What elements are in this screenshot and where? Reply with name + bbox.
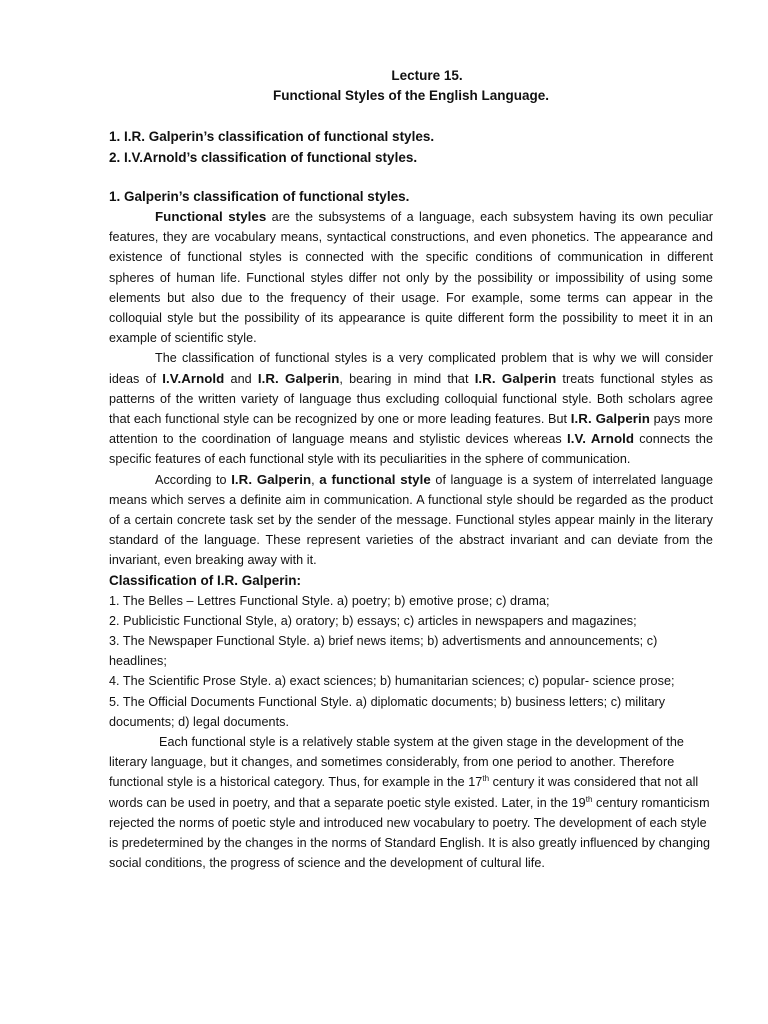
outline-item: 2. I.V.Arnold’s classification of functional styles. bbox=[109, 150, 418, 165]
outline-item: 1. I.R. Galperin’s classification of functional styles. bbox=[109, 129, 435, 144]
paragraph-1 bbox=[109, 207, 713, 348]
author-name: I.V.Arnold bbox=[162, 370, 225, 386]
document-page bbox=[109, 66, 713, 874]
paragraph-text: The classification of functional styles is a very complicated problem that is why we will consider ideas of bbox=[109, 351, 713, 386]
list-item: 5. The Official Documents Functional Style. a) diplomatic documents; b) business letters; c) military documents; d) legal documents. bbox=[109, 694, 666, 729]
paragraph-4-wrap bbox=[109, 732, 713, 873]
paragraph-text: , bearing in mind that bbox=[339, 371, 475, 386]
paragraph-3 bbox=[109, 470, 713, 571]
list-item: 1. The Belles – Lettres Functional Style. a) poetry; b) emotive prose; c) drama; bbox=[109, 593, 550, 608]
paragraph-text: pays more attention to the coordination of language means and stylistic devices whereas bbox=[109, 412, 713, 447]
author-name: I.V. Arnold bbox=[567, 431, 635, 447]
paragraph-text: century romanticism rejected the norms of poetic style and introduced new vocabulary to poetry. The development of each style is predetermined by the changes in the norms of Standard English. It is also greatly influenced by changing social conditions, the progress of science and the development of cultural life. bbox=[109, 795, 711, 871]
author-name: I.R. Galperin bbox=[570, 411, 650, 427]
paragraph-text: treats functional styles as patterns of the written variety of language thus excluding colloquial functional style. Both scholars agree that each functional style can be recognized by one or more leading features. But bbox=[109, 371, 713, 427]
paragraph-text: century it was considered that not all words can be used in poetry, and that a separate poetic style existed. Later, in the 19 bbox=[109, 775, 699, 810]
term-functional-styles: Functional styles bbox=[155, 209, 267, 224]
lecture-number: Lecture 15. bbox=[391, 68, 463, 83]
classification-heading: Classification of I.R. Galperin: bbox=[109, 572, 302, 588]
paragraph-text: Each functional style is a relatively stable system at the given stage in the development of the literary language, but it changes, and sometimes considerably, from one period to another. Therefore functional style is a historical category. Thus, for example in the 17 bbox=[109, 735, 684, 790]
list-item: 3. The Newspaper Functional Style. a) brief news items; b) advertisments and announcements; c) headlines; bbox=[109, 634, 658, 669]
paragraph-text: of language is a system of interrelated language means which serves a definite aim in communication. A functional style should be regarded as the product of a certain concrete task set by the sender of the message. Functional styles appear mainly in the literary standard of the language. These represent varieties of the abstract invariant and can deviate from the invariant, even breaking away with it. bbox=[109, 472, 713, 568]
author-name: I.R. Galperin bbox=[231, 471, 312, 487]
author-name: I.R. Galperin bbox=[257, 370, 340, 386]
paragraph-2 bbox=[109, 348, 713, 469]
page-title: Functional Styles of the English Language. bbox=[272, 88, 550, 103]
list-item: 4. The Scientific Prose Style. a) exact sciences; b) humanitarian sciences; c) popular- science prose; bbox=[109, 674, 675, 689]
superscript: th bbox=[585, 794, 593, 804]
paragraph-4 bbox=[109, 732, 713, 873]
section-heading: 1. Galperin’s classification of functional styles. bbox=[109, 189, 410, 204]
paragraph-text: According to bbox=[155, 472, 232, 487]
outline bbox=[109, 126, 713, 168]
classification-list bbox=[109, 591, 713, 732]
paragraph-text: are the subsystems of a language, each subsystem having its own peculiar features, they are vocabulary means, syntactical constructions, and even phonetics. The appearance and existence of functional styles is connected with the specific conditions of communication in different spheres of human life. Functional styles differ not only by the possibility or impossibility of using some elements but also due to the frequency of their usage. For example, some terms can appear in the colloquial style but the possibility of its appearance is quite different form the possibility to meet it in an example of scientific style. bbox=[109, 210, 714, 346]
superscript: th bbox=[482, 774, 490, 784]
author-name: I.R. Galperin bbox=[474, 370, 557, 386]
paragraph-text: , bbox=[311, 472, 320, 487]
list-item: 2. Publicistic Functional Style, a) oratory; b) essays; c) articles in newspapers and magazines; bbox=[109, 613, 637, 628]
paragraph-text: and bbox=[224, 371, 258, 386]
term-functional-style: a functional style bbox=[319, 471, 431, 487]
paragraph-text: connects the specific features of each functional style with its peculiarities in the sphere of communication. bbox=[109, 432, 714, 467]
